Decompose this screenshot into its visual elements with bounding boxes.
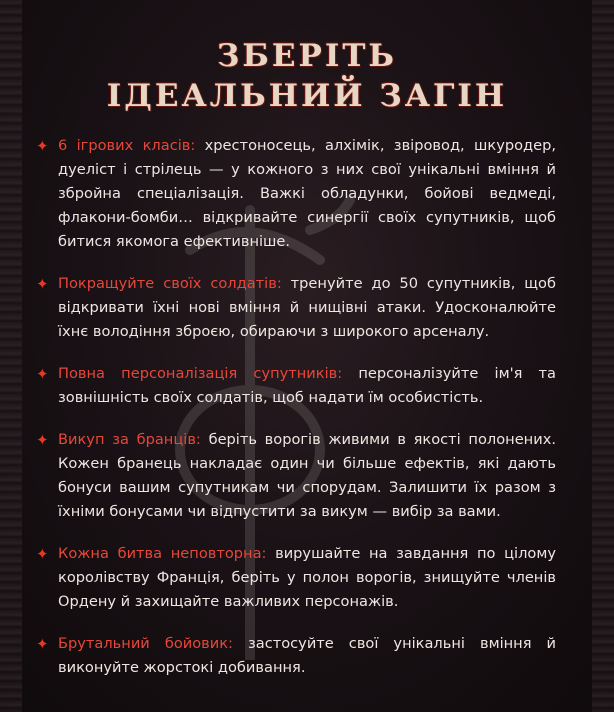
feature-label: Повна персоналізація супутників: [58, 365, 343, 382]
feature-text: хрестоносець, алхімік, звіровод, шкуродер, дуеліст і стрілець — у кожного з них свої унікальні вміння й збройна спеціалізація. Важкі обладунки, бойові ведмеді, флакони-бомби… відкривайте синергії своїх супутників, щоб битися якомога ефективніше. [58, 137, 556, 250]
feature-text: беріть ворогів живими в якості полонених. Кожен бранець накладає один чи більше ефектів, які дають бонуси вашим супутникам чи спорудам. Залишити їх разом з їхніми бонусами чи відпустити за викум — вибір за вами. [58, 431, 556, 520]
feature-item-classes [36, 134, 556, 254]
feature-text: тренуйте до 50 супутників, щоб відкривати їхні нові вміння й нищівні атаки. Удосконалюйте їхнє володіння зброєю, обираючи з широкого арсеналу. [58, 275, 556, 340]
bullet-star-icon: ✦ [36, 431, 49, 449]
bullet-star-icon: ✦ [36, 635, 49, 653]
bullet-star-icon: ✦ [36, 365, 49, 383]
feature-item-action [36, 632, 556, 680]
feature-text: персоналізуйте ім'я та зовнішність своїх солдатів, щоб надати їм особистість. [58, 365, 556, 406]
title-line-2: ІДЕАЛЬНИЙ ЗАГІН [106, 78, 508, 114]
page-title [0, 36, 614, 116]
feature-label: Викуп за бранців: [58, 431, 201, 448]
title-line-1: ЗБЕРІТЬ [217, 38, 397, 74]
bullet-star-icon: ✦ [36, 275, 49, 293]
feature-list [36, 134, 556, 698]
feature-item-personalization [36, 362, 556, 410]
feature-label: Покращуйте своїх солдатів: [58, 275, 282, 292]
feature-label: Кожна битва неповторна: [58, 545, 267, 562]
feature-text: застосуйте свої унікальні вміння й виконуйте жорстокі добивання. [58, 635, 556, 676]
feature-label: 6 ігрових класів: [58, 137, 196, 154]
feature-label: Брутальний бойовик: [58, 635, 233, 652]
bullet-star-icon: ✦ [36, 545, 49, 563]
feature-item-soldiers [36, 272, 556, 344]
feature-item-ransom [36, 428, 556, 524]
bullet-star-icon: ✦ [36, 137, 49, 155]
feature-item-battles [36, 542, 556, 614]
feature-text: вирушайте на завдання по цілому королівству Франція, беріть у полон ворогів, знищуйте членів Ордену й захищайте важливих персонажів. [58, 545, 556, 610]
